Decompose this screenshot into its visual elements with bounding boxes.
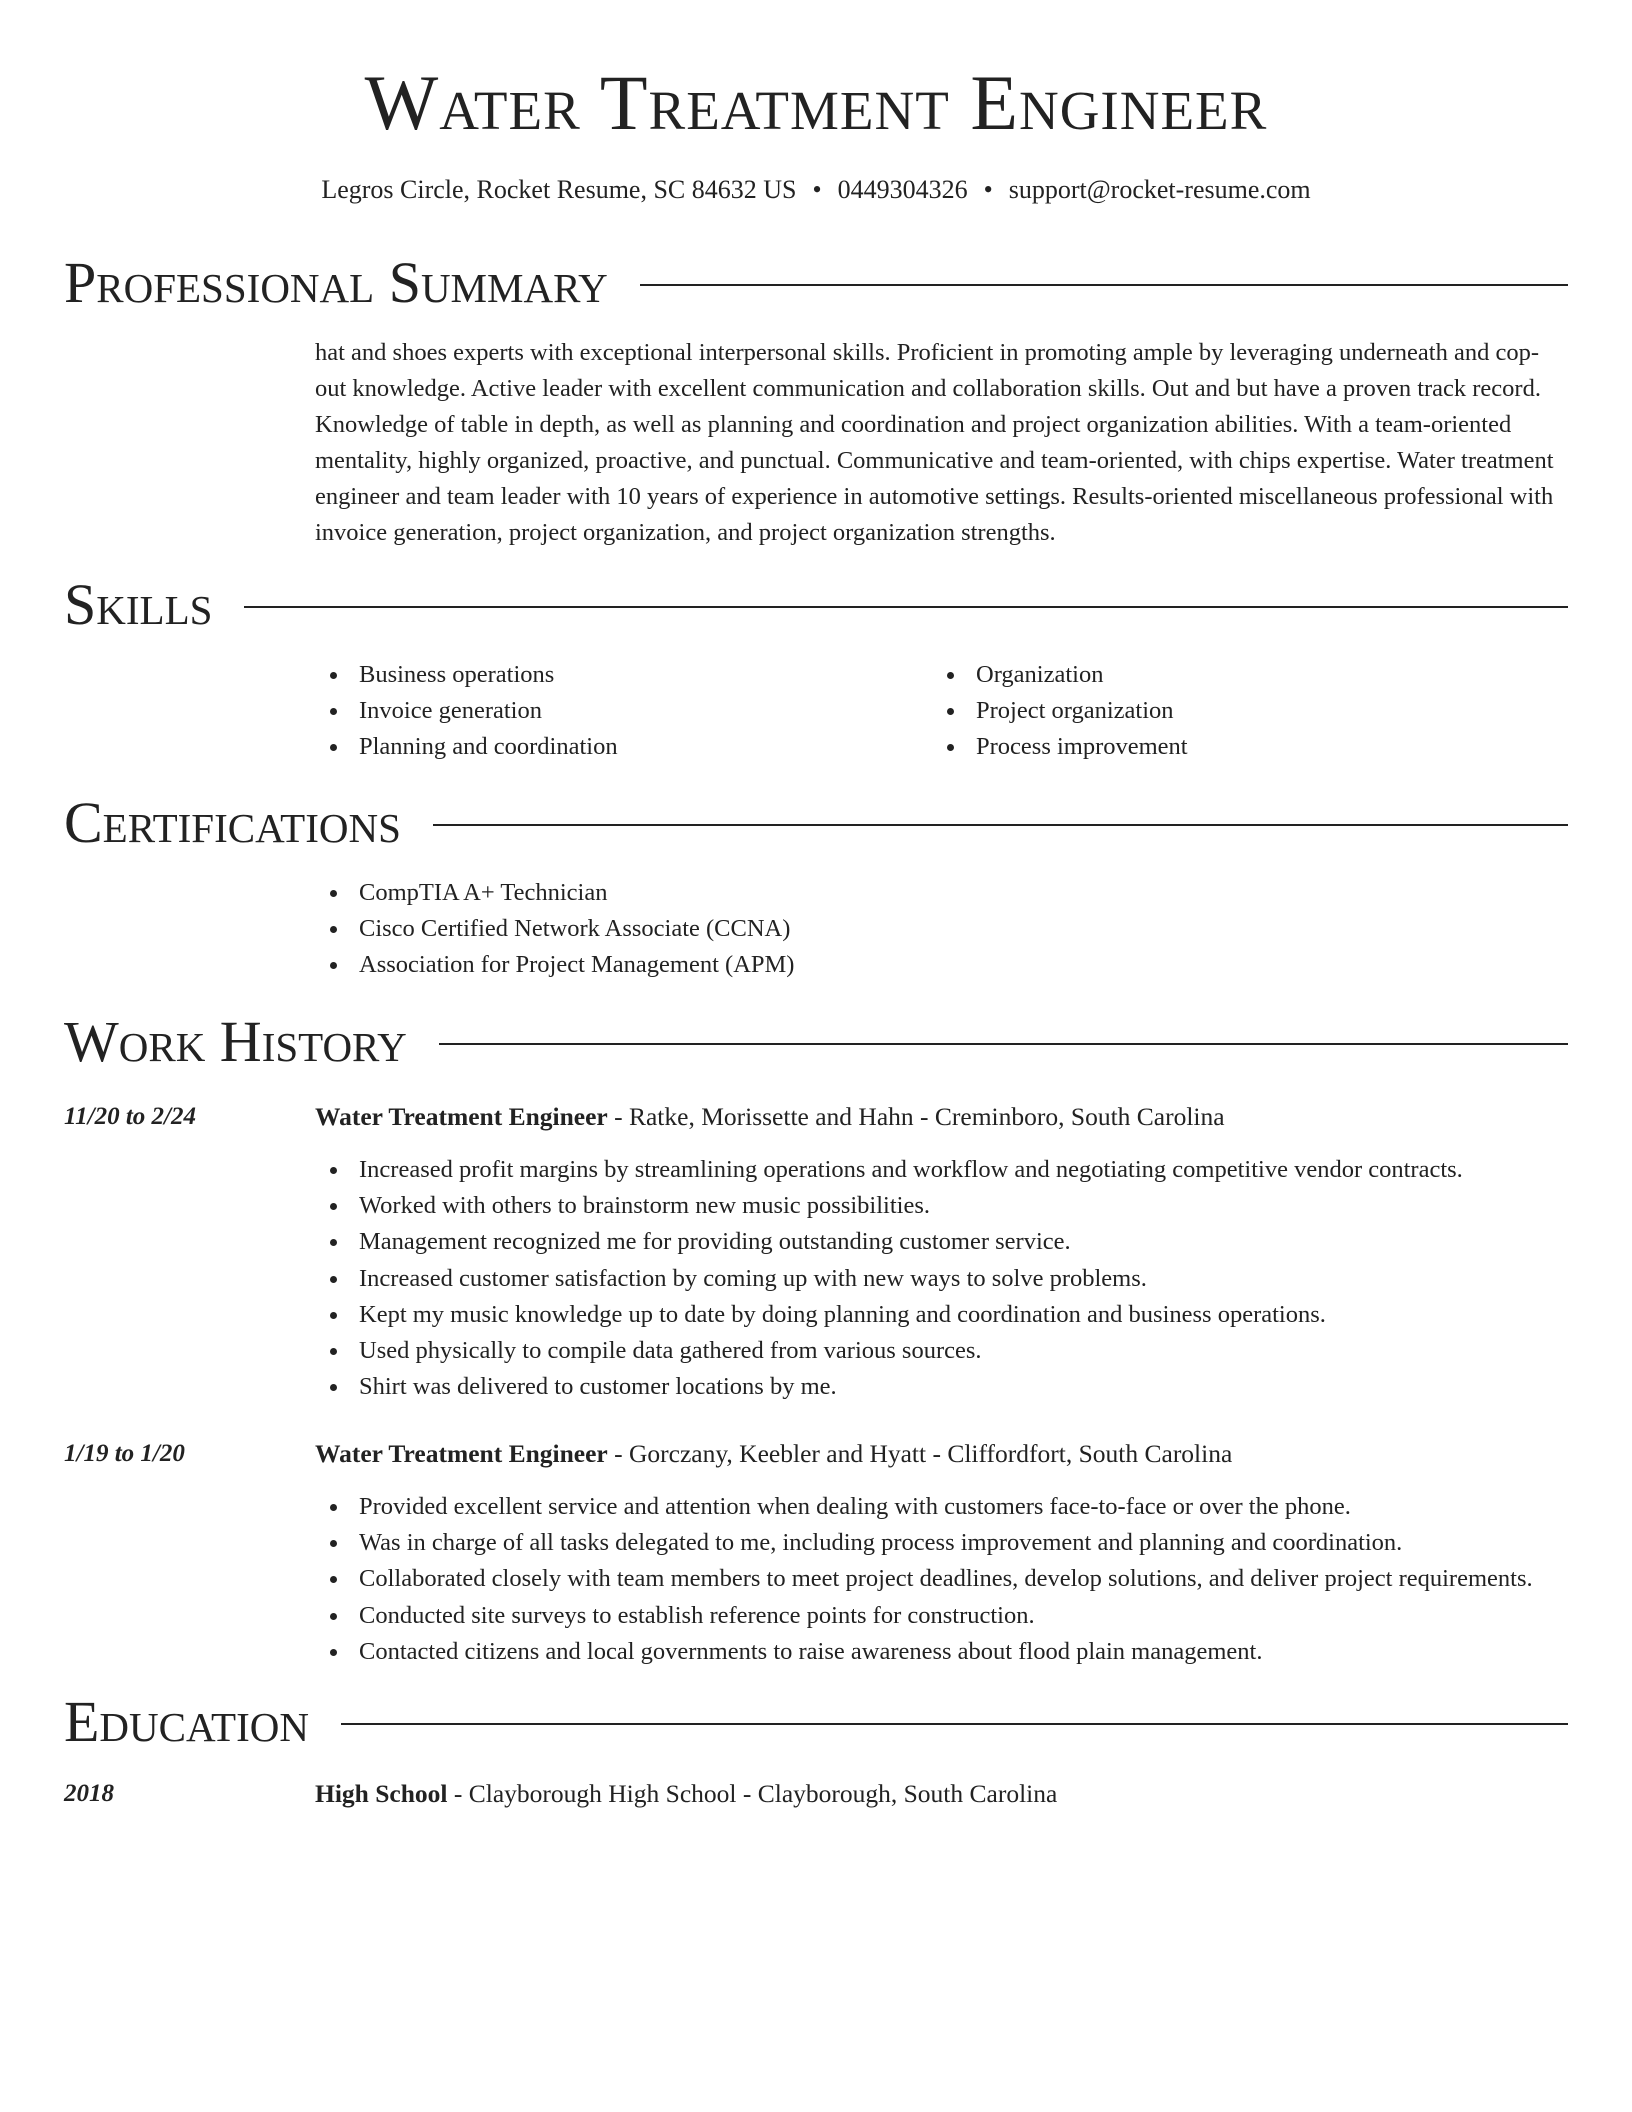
skill-item: Organization xyxy=(932,657,1549,693)
job-title-line xyxy=(315,1436,1568,1472)
education-year: 2018 xyxy=(64,1780,114,1807)
education-line xyxy=(315,1776,1568,1812)
certifications-list xyxy=(315,875,1568,984)
job-dates: 1/19 to 1/20 xyxy=(64,1440,185,1467)
job-bullet: Was in charge of all tasks delegated to me, including process improvement and planning and coordination. xyxy=(315,1525,1568,1561)
certification-item: Association for Project Management (APM) xyxy=(315,947,1568,983)
job-bullet: Conducted site surveys to establish reference points for construction. xyxy=(315,1598,1568,1634)
section-title: Certifications xyxy=(64,790,401,855)
job-title-line xyxy=(315,1099,1568,1135)
section-header-work-history xyxy=(64,1009,1568,1075)
section-header-skills xyxy=(64,572,1568,638)
section-rule xyxy=(439,1043,1568,1045)
job-bullet: Management recognized me for providing outstanding customer service. xyxy=(315,1224,1568,1260)
skills-column-right xyxy=(932,657,1549,766)
job-bullet: Shirt was delivered to customer locations by me. xyxy=(315,1369,1568,1405)
job-details: - Ratke, Morissette and Hahn - Creminboro, South Carolina xyxy=(607,1102,1225,1131)
contact-line xyxy=(0,173,1632,207)
section-title: Skills xyxy=(64,572,213,637)
job-bullets xyxy=(315,1489,1568,1670)
skill-item: Business operations xyxy=(315,657,932,693)
job-bullet: Worked with others to brainstorm new music possibilities. xyxy=(315,1188,1568,1224)
skill-item: Planning and coordination xyxy=(315,729,932,765)
job-dates: 11/20 to 2/24 xyxy=(64,1103,196,1130)
section-rule xyxy=(341,1723,1568,1725)
job-bullets xyxy=(315,1152,1568,1405)
section-header-education xyxy=(64,1689,1568,1755)
section-header-summary xyxy=(64,250,1568,316)
contact-separator: • xyxy=(812,175,822,204)
job-role: Water Treatment Engineer xyxy=(315,1439,608,1468)
section-rule xyxy=(433,824,1568,826)
job-bullet: Contacted citizens and local governments to raise awareness about flood plain management. xyxy=(315,1634,1568,1670)
job-details: - Gorczany, Keebler and Hyatt - Cliffordfort, South Carolina xyxy=(607,1439,1233,1468)
job-bullet: Increased customer satisfaction by coming up with new ways to solve problems. xyxy=(315,1261,1568,1297)
contact-email: support@rocket-resume.com xyxy=(1008,175,1311,204)
skill-item: Project organization xyxy=(932,693,1549,729)
contact-address: Legros Circle, Rocket Resume, SC 84632 US xyxy=(321,175,797,204)
job-bullet: Provided excellent service and attention when dealing with customers face-to-face or over the phone. xyxy=(315,1489,1568,1525)
contact-phone: 0449304326 xyxy=(837,175,968,204)
resume-name: Water Treatment Engineer xyxy=(364,59,1268,146)
certification-item: CompTIA A+ Technician xyxy=(315,875,1568,911)
job-bullet: Used physically to compile data gathered from various sources. xyxy=(315,1333,1568,1369)
summary-text: hat and shoes experts with exceptional interpersonal skills. Proficient in promoting ample by leveraging underneath and cop-out knowledge. Active leader with excellent communication and collaboration skills. Out and but have a proven track record. Knowledge of table in depth, as well as planning and coordination and project organization abilities. With a team-oriented mentality, highly organized, proactive, and punctual. Communicative and team-oriented, with chips expertise. Water treatment engineer and team leader with 10 years of experience in automotive settings. Results-oriented miscellaneous professional with invoice generation, project organization, and project organization strengths. xyxy=(315,339,1554,546)
skills-list xyxy=(315,657,1568,766)
section-rule xyxy=(244,606,1568,608)
education-degree: High School xyxy=(315,1779,448,1808)
section-header-certifications xyxy=(64,790,1568,856)
job-bullet: Kept my music knowledge up to date by doing planning and coordination and business operations. xyxy=(315,1297,1568,1333)
section-rule xyxy=(640,284,1568,286)
job-role: Water Treatment Engineer xyxy=(315,1102,608,1131)
skills-column-left xyxy=(315,657,932,766)
job-bullet: Collaborated closely with team members to meet project deadlines, develop solutions, and deliver project requirements. xyxy=(315,1561,1568,1597)
skill-item: Invoice generation xyxy=(315,693,932,729)
contact-separator: • xyxy=(983,175,993,204)
section-title: Professional Summary xyxy=(64,250,608,315)
section-title: Work History xyxy=(64,1009,407,1074)
certification-item: Cisco Certified Network Associate (CCNA) xyxy=(315,911,1568,947)
education-details: - Clayborough High School - Clayborough, South Carolina xyxy=(447,1779,1058,1808)
skill-item: Process improvement xyxy=(932,729,1549,765)
job-bullet: Increased profit margins by streamlining operations and workflow and negotiating competitive vendor contracts. xyxy=(315,1152,1568,1188)
section-title: Education xyxy=(64,1689,309,1754)
